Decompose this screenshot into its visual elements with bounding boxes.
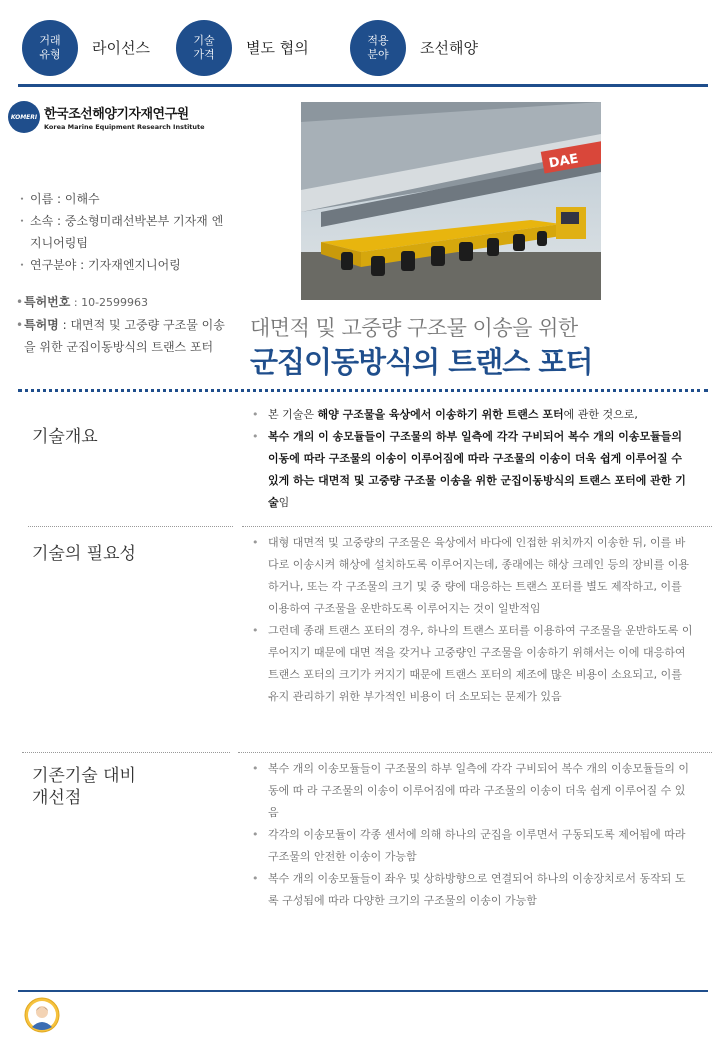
footer-divider — [18, 990, 708, 992]
komeri-emblem-icon: KOMERI — [8, 101, 40, 133]
price-badge — [176, 20, 232, 76]
patent-name: • 특허명 : 대면적 및 고중량 구조물 이송을 위한 군집이동방식의 트랜스 포터 — [16, 314, 231, 358]
price-label: 기술 가격 — [193, 34, 215, 61]
field-value: 조선해양 — [420, 39, 478, 57]
necessity-divider-right — [238, 752, 712, 753]
institute-name-ko: 한국조선해양기자재연구원 — [44, 107, 189, 122]
improvement-title: 기존기술 대비 개선점 — [32, 766, 136, 808]
header-divider — [18, 84, 708, 87]
field-badge — [350, 20, 406, 76]
patent-number: • 특허번호 : 10-2599963 — [16, 291, 231, 314]
title-main: 군집이동방식의 트랜스 포터 — [250, 345, 593, 379]
header — [0, 0, 720, 90]
patent-info — [16, 291, 231, 358]
researcher-affiliation: ・ 소속 : 중소형미래선박본부 기자재 엔지니어링팀 — [16, 210, 231, 254]
crane-sign-text: DAE — [547, 151, 580, 172]
transporter-photo — [301, 102, 601, 300]
transaction-type-label: 거래 유형 — [39, 34, 61, 61]
transporter-illustration — [301, 102, 601, 300]
institute-name-en: Korea Marine Equipment Research Institute — [44, 123, 205, 131]
improvement-item: • 복수 개의 이송모듈들이 좌우 및 상하방향으로 연결되어 하나의 이송장치로서 동작되 도록 구성됨에 따라 다양한 크기의 구조물의 이송이 가능함 — [250, 868, 695, 912]
title-subtitle: 대면적 및 고중량 구조물 이송을 위한 — [250, 316, 578, 340]
necessity-title: 기술의 필요성 — [32, 544, 136, 564]
overview-divider-left — [28, 526, 233, 527]
title-divider — [18, 389, 708, 392]
necessity-divider-left — [22, 752, 230, 753]
improvement-item: • 복수 개의 이송모듈들이 구조물의 하부 일측에 각각 구비되어 복수 개의 이송모듈들의 이동에 따 라 구조물의 이송이 이루어짐에 따라 구조물의 이송이 더욱 쉽게 이루어질 수 있음 — [250, 758, 695, 824]
overview-item-2: • 복수 개의 이 송모듈들이 구조물의 하부 일측에 각각 구비되어 복수 개의 이송모듈들의 이동에 따라 구조물의 이송이 이루어짐에 따라 구조물의 이송이 더욱 쉽게 이루어질 수 있게 하는 대면적 및 고중량 구조물 이송을 위한 군집이동방식의 트랜스 포터에 관한 기술임 — [250, 426, 695, 514]
transaction-type-badge — [22, 20, 78, 76]
necessity-item: • 그런데 종래 트랜스 포터의 경우, 하나의 트랜스 포터를 이용하여 구조물을 운반하도록 이루어지기 때문에 대면 적을 갖거나 고중량인 구조물을 이송하기 위해서는 이에 대응하여 트랜스 포터의 크기가 커지기 때문에 트랜스 포터의 제조에 많은 비용이 소요되고, 이를 유지 관리하기 위한 부가적인 비용이 더 소모되는 문제가 있음 — [250, 620, 695, 708]
price-value: 별도 협의 — [246, 39, 309, 57]
field-label: 적용 분야 — [367, 34, 389, 61]
necessity-item: • 대형 대면적 및 고중량의 구조물은 육상에서 바다에 인접한 위치까지 이송한 뒤, 이를 바다로 이송시켜 해상에 설치하도록 이루어지는데, 종래에는 해상 크레인 등의 장비를 이용하거나, 또는 각 구조물의 크기 및 중 량에 대응하는 트랜스 포터를 별도 제작하고, 이를 이용하여 구조물을 운반하도록 이루어지는 것이 일반적임 — [250, 532, 695, 620]
overview-body — [250, 404, 695, 514]
necessity-body — [250, 532, 695, 708]
institute-logo — [8, 101, 205, 133]
transaction-type-value: 라이선스 — [92, 39, 150, 57]
improvement-item: • 각각의 이송모듈이 각종 센서에 의해 하나의 군집을 이루면서 구동되도록 제어됨에 따라 구조물의 안전한 이송이 가능함 — [250, 824, 695, 868]
researcher-info — [16, 188, 231, 276]
researcher-name: ・ 이름 : 이해수 — [16, 188, 231, 210]
overview-title: 기술개요 — [32, 427, 98, 447]
improvement-body — [250, 758, 695, 912]
contact-avatar-icon — [24, 997, 60, 1033]
overview-divider-right — [242, 526, 712, 527]
researcher-field: ・ 연구분야 : 기자재엔지니어링 — [16, 254, 231, 276]
overview-item-1: • 본 기술은 해양 구조물을 육상에서 이송하기 위한 트랜스 포터에 관한 것으로, — [250, 404, 695, 426]
